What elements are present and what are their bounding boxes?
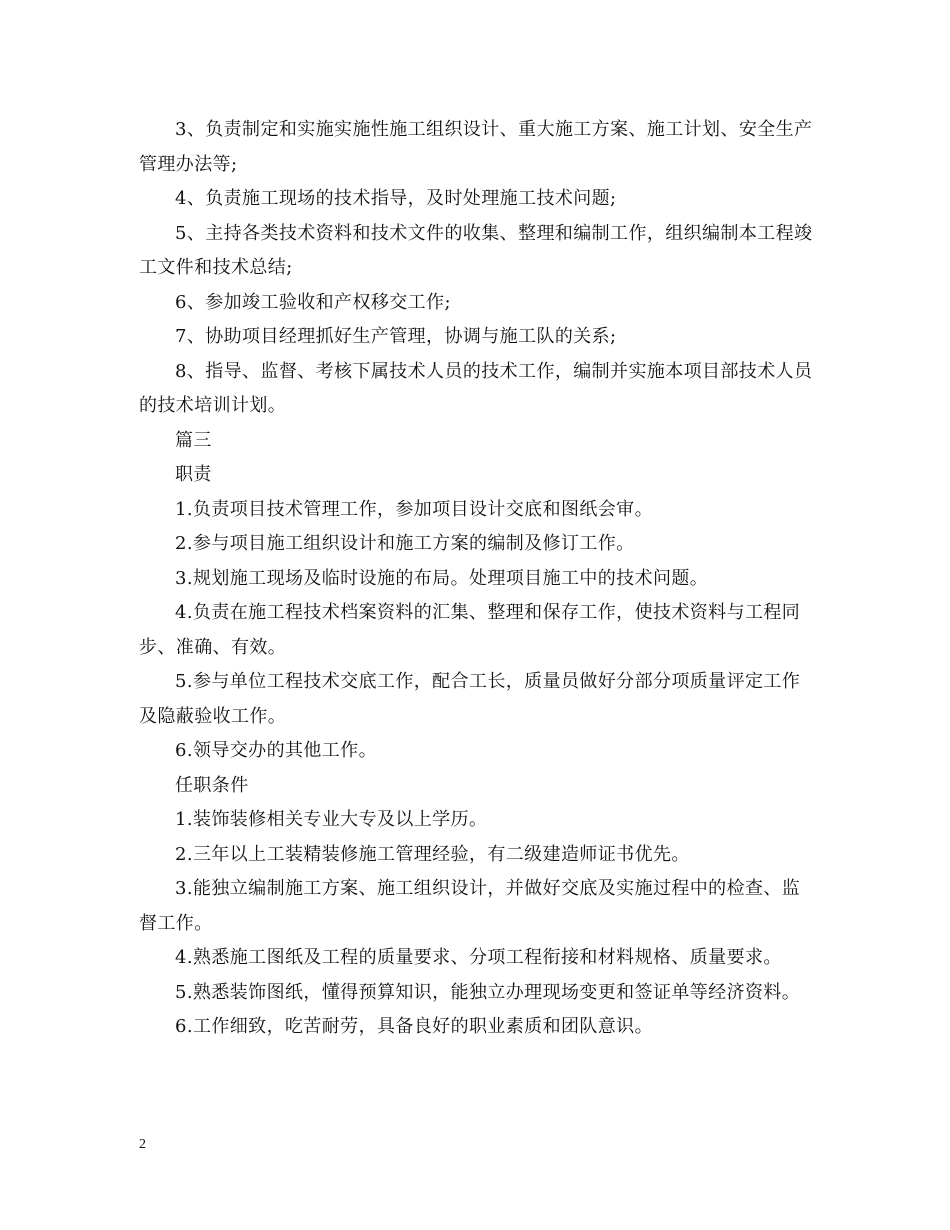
duty-item: 4.负责在施工程技术档案资料的汇集、整理和保存工作，使技术资料与工程同步、准确、有效。 [139, 602, 801, 658]
duties-heading: 职责 [175, 464, 212, 485]
paragraph-item-3: 3、负责制定和实施实施性施工组织设计、重大施工方案、施工计划、安全生产管理办法等; [139, 119, 813, 175]
section-title: 篇三 [175, 429, 212, 451]
duty-item: 6.领导交办的其他工作。 [175, 740, 377, 761]
duty-item: 1.负责项目技术管理工作，参加项目设计交底和图纸会审。 [175, 498, 653, 520]
requirement-item: 4.熟悉施工图纸及工程的质量要求、分项工程衔接和材料规格、质量要求。 [175, 947, 782, 968]
duty-item: 2.参与项目施工组织设计和施工方案的编制及修订工作。 [175, 533, 635, 554]
page-number: 2 [139, 1137, 146, 1152]
paragraph-item-6: 6、参加竣工验收和产权移交工作; [175, 291, 451, 313]
duty-item: 3.规划施工现场及临时设施的布局。处理项目施工中的技术问题。 [175, 567, 709, 589]
paragraph-item-5: 5、主持各类技术资料和技术文件的收集、整理和编制工作，组织编制本工程竣工文件和技术总结; [139, 222, 813, 278]
requirement-item: 1.装饰装修相关专业大专及以上学历。 [175, 809, 488, 830]
requirement-item: 6.工作细致，吃苦耐劳，具备良好的职业素质和团队意识。 [175, 1016, 653, 1037]
paragraph-item-7: 7、协助项目经理抓好生产管理，协调与施工队的关系; [175, 326, 617, 347]
paragraph-item-8: 8、指导、监督、考核下属技术人员的技术工作，编制并实施本项目部技术人员的技术培训计划。 [139, 360, 813, 416]
requirement-item: 3.能独立编制施工方案、施工组织设计，并做好交底及实施过程中的检查、监督工作。 [139, 878, 801, 934]
requirement-item: 5.熟悉装饰图纸，懂得预算知识，能独立办理现场变更和签证单等经济资料。 [175, 981, 801, 1003]
requirement-item: 2.三年以上工装精装修施工管理经验，有二级建造师证书优先。 [175, 843, 690, 865]
requirements-heading: 任职条件 [175, 774, 249, 796]
paragraph-item-4: 4、负责施工现场的技术指导，及时处理施工技术问题; [175, 188, 617, 209]
duty-item: 5.参与单位工程技术交底工作，配合工长，质量员做好分部分项质量评定工作及隐蔽验收工作。 [139, 671, 801, 727]
document-body [139, 113, 814, 1045]
